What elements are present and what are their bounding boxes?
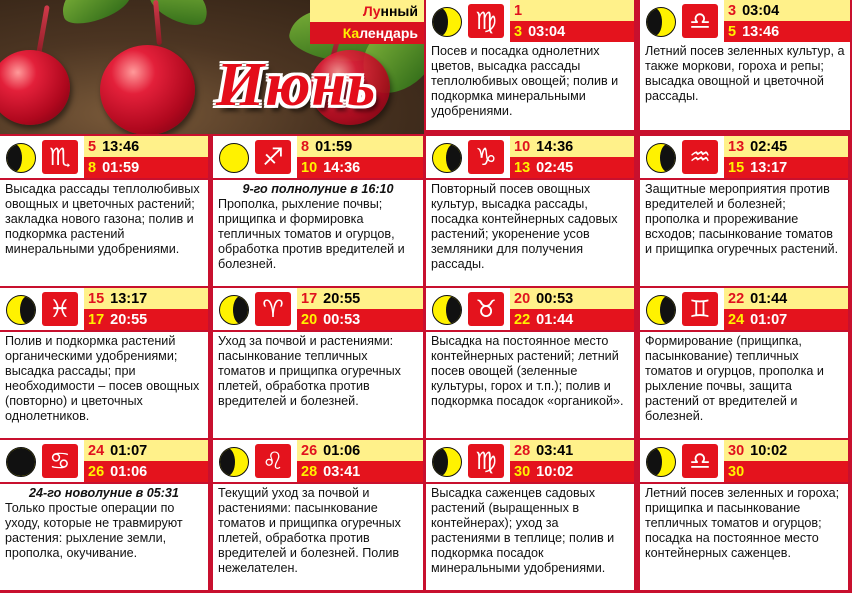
leo-icon: ♌	[255, 444, 291, 478]
moon-box	[213, 136, 297, 178]
sign-end-row	[724, 461, 848, 482]
moon-phase-waxing-icon	[219, 447, 249, 477]
moon-phase-note: 24-го новолуние в 05:31	[29, 486, 179, 500]
sign-start-row	[510, 0, 634, 21]
moon-phase-waxing-icon	[646, 447, 676, 477]
garden-tasks	[0, 332, 208, 438]
day-number: 22	[728, 290, 745, 307]
pisces-icon: ♓	[42, 292, 78, 326]
moon-phase-waxing-icon	[432, 447, 462, 477]
task-text: Полив и подкормка растений органическими удобрениями; высадка рассады; при необходимости – посев овощных (повторно) и цветочных однолетников.	[5, 334, 200, 423]
day-cell	[640, 136, 848, 286]
moon-phase-note: 9-го полнолуние в 16:10	[242, 182, 394, 196]
sign-end-row	[510, 21, 634, 42]
day-number: 20	[514, 290, 531, 307]
taurus-icon: ♉	[468, 292, 504, 326]
time-value: 20:55	[323, 290, 361, 307]
day-number: 28	[514, 442, 531, 459]
sagittarius-icon: ♐	[255, 140, 291, 174]
virgo-icon: ♍	[468, 444, 504, 478]
sign-end-row	[84, 309, 208, 330]
time-value: 01:06	[110, 463, 148, 480]
task-text: Формирование (прищипка, пасынкование) тепличных томатов и огурцов, прополка и рыхление почвы, защита растений от вредителей и болезней.	[645, 334, 824, 423]
time-value: 01:07	[110, 442, 148, 459]
moon-box	[0, 440, 84, 482]
day-number: 3	[728, 2, 737, 19]
day-number: 17	[301, 290, 318, 307]
time-value: 13:46	[102, 138, 140, 155]
task-text: Защитные мероприятия против вредителей и болезней; прополка и прореживание всходов; пасынкование томатов и прищипка огуречных растений.	[645, 182, 839, 256]
banner-line-2: Ка лендарь	[310, 22, 424, 44]
time-value: 00:53	[323, 311, 361, 328]
day-number: 24	[728, 311, 745, 328]
day-number: 13	[728, 138, 745, 155]
garden-tasks	[213, 484, 423, 590]
day-cell	[213, 136, 423, 286]
sign-start-row	[724, 136, 848, 157]
day-number: 22	[514, 311, 531, 328]
moon-transit-times	[297, 288, 423, 330]
libra-icon: ♎	[682, 444, 718, 478]
moon-transit-times	[724, 136, 848, 178]
moon-box	[213, 440, 297, 482]
garden-tasks	[213, 332, 423, 438]
time-value: 01:59	[315, 138, 353, 155]
garden-tasks	[640, 42, 850, 130]
task-text: Высадка рассады теплолюбивых овощных и цветочных растений; закладка нового газона; полив и подкормка растений минеральными удобрениями.	[5, 182, 200, 256]
time-value: 14:36	[536, 138, 574, 155]
time-value: 02:45	[536, 159, 574, 176]
moon-transit-times	[510, 440, 634, 482]
sign-start-row	[510, 440, 634, 461]
aries-icon: ♈	[255, 292, 291, 326]
moon-box	[426, 288, 510, 330]
garden-tasks	[640, 180, 848, 286]
moon-box	[426, 440, 510, 482]
time-value: 20:55	[110, 311, 148, 328]
task-text: Летний посев зеленных и гороха; прищипка и пасынкование тепличных томатов и огурцов; посадка на постоянное место контейнерных саженцев.	[645, 486, 840, 560]
moon-phase-waxing-icon	[432, 7, 462, 37]
task-text: Уход за почвой и растениями: пасынкование тепличных томатов и прищипка огуречных плетей, обработка против вредителей и болезней.	[218, 334, 401, 408]
day-number: 26	[301, 442, 318, 459]
day-cell	[0, 440, 208, 590]
moon-phase-full-icon	[219, 143, 249, 173]
moon-transit-times	[510, 288, 634, 330]
moon-transit-times	[510, 0, 634, 42]
time-value: 13:17	[750, 159, 788, 176]
sign-end-row	[84, 461, 208, 482]
garden-tasks	[0, 484, 208, 590]
scorpio-icon: ♏	[42, 140, 78, 174]
day-number: 24	[88, 442, 105, 459]
day-number: 30	[728, 463, 745, 480]
banner-line-1: Лу нный	[310, 0, 424, 22]
day-number: 8	[301, 138, 310, 155]
day-number: 13	[514, 159, 531, 176]
day-cell	[426, 136, 634, 286]
garden-tasks	[426, 332, 634, 438]
task-text: Только простые операции по уходу, которые не травмируют растения: рыхление земли, прополка, окучивание.	[5, 501, 183, 560]
calendar-banner	[310, 0, 424, 44]
garden-tasks	[213, 180, 423, 286]
sign-start-row	[84, 440, 208, 461]
day-number: 10	[514, 138, 531, 155]
task-text: Посев и посадка однолетних цветов, высадка рассады теплолюбивых овощей; полив и подкормка минеральными удобрениями.	[431, 44, 619, 118]
time-value: 03:41	[536, 442, 574, 459]
task-text: Летний посев зеленных культур, а также моркови, гороха и репы; высадка овощной и цветочной рассады.	[645, 44, 845, 103]
sign-start-row	[724, 0, 850, 21]
moon-phase-waning-icon	[646, 295, 676, 325]
day-number: 26	[88, 463, 105, 480]
moon-transit-times	[297, 440, 423, 482]
moon-box	[640, 0, 724, 42]
sign-start-row	[510, 288, 634, 309]
sign-start-row	[297, 288, 423, 309]
garden-tasks	[640, 332, 848, 438]
time-value: 01:59	[102, 159, 140, 176]
moon-box	[213, 288, 297, 330]
moon-box	[0, 288, 84, 330]
day-cell	[640, 288, 848, 438]
sign-end-row	[297, 157, 423, 178]
moon-transit-times	[724, 440, 848, 482]
day-number: 30	[514, 463, 531, 480]
time-value: 01:06	[323, 442, 361, 459]
day-number: 15	[728, 159, 745, 176]
moon-box	[640, 440, 724, 482]
sign-start-row	[510, 136, 634, 157]
day-number: 10	[301, 159, 318, 176]
sign-start-row	[724, 440, 848, 461]
day-cell	[0, 136, 208, 286]
sign-end-row	[510, 157, 634, 178]
aquarius-icon: ♒	[682, 140, 718, 174]
task-text: Высадка саженцев садовых растений (выращенных в контейнерах); уход за растениями в теплице; полив и подкормка посадок минеральными удобрениями.	[431, 486, 615, 575]
sign-end-row	[724, 157, 848, 178]
day-number: 5	[88, 138, 97, 155]
day-number: 30	[728, 442, 745, 459]
moon-phase-waning-icon	[219, 295, 249, 325]
moon-transit-times	[84, 440, 208, 482]
sign-end-row	[724, 21, 850, 42]
moon-phase-waxing-icon	[646, 7, 676, 37]
moon-phase-waning-icon	[432, 143, 462, 173]
garden-tasks	[426, 484, 634, 590]
moon-transit-times	[510, 136, 634, 178]
time-value: 00:53	[536, 290, 574, 307]
moon-transit-times	[297, 136, 423, 178]
day-cell	[640, 440, 848, 590]
day-number: 1	[514, 2, 523, 19]
moon-transit-times	[724, 288, 848, 330]
task-text: Высадка на постоянное место контейнерных растений; летний посев овощей (зеленные культуры, горох и т.п.); полив и подкормка посадок «органикой».	[431, 334, 624, 408]
moon-box	[426, 0, 510, 42]
sign-start-row	[84, 136, 208, 157]
gemini-icon: ♊	[682, 292, 718, 326]
sign-end-row	[297, 461, 423, 482]
time-value: 10:02	[750, 442, 788, 459]
garden-tasks	[426, 42, 634, 130]
time-value: 10:02	[536, 463, 574, 480]
time-value: 03:04	[742, 2, 780, 19]
day-number: 15	[88, 290, 105, 307]
time-value: 01:07	[750, 311, 788, 328]
moon-phase-new-icon	[6, 447, 36, 477]
time-value: 03:41	[323, 463, 361, 480]
sign-end-row	[510, 461, 634, 482]
time-value: 13:17	[110, 290, 148, 307]
day-cell	[213, 440, 423, 590]
moon-box	[640, 136, 724, 178]
task-text: Повторный посев овощных культур, высадка рассады, посадка контейнерных садовых растений; укоренение усов земляники для получения рассады.	[431, 182, 618, 271]
time-value: 14:36	[323, 159, 361, 176]
sign-start-row	[297, 136, 423, 157]
moon-transit-times	[724, 0, 850, 42]
moon-box	[0, 136, 84, 178]
moon-box	[640, 288, 724, 330]
moon-transit-times	[84, 288, 208, 330]
day-number: 28	[301, 463, 318, 480]
sign-end-row	[724, 309, 848, 330]
day-cell	[213, 288, 423, 438]
sign-start-row	[297, 440, 423, 461]
garden-tasks	[0, 180, 208, 286]
moon-phase-waning-icon	[6, 295, 36, 325]
moon-box	[426, 136, 510, 178]
sign-start-row	[84, 288, 208, 309]
libra-icon: ♎	[682, 4, 718, 38]
day-cell	[0, 288, 208, 438]
day-number: 5	[728, 23, 737, 40]
task-text: Текущий уход за почвой и растениями: пасынкование томатов и прищипка огуречных плетей, обработка против вредителей и болезней. Полив нежелателен.	[218, 486, 401, 575]
cancer-icon: ♋	[42, 444, 78, 478]
sign-start-row	[724, 288, 848, 309]
day-cell	[426, 440, 634, 590]
day-cell	[426, 288, 634, 438]
sign-end-row	[84, 157, 208, 178]
day-number: 3	[514, 23, 523, 40]
time-value: 01:44	[750, 290, 788, 307]
moon-phase-waning-icon	[432, 295, 462, 325]
garden-tasks	[426, 180, 634, 286]
virgo-icon: ♍	[468, 4, 504, 38]
garden-tasks	[640, 484, 848, 590]
moon-transit-times	[84, 136, 208, 178]
time-value: 13:46	[742, 23, 780, 40]
day-cell	[640, 0, 850, 130]
sign-end-row	[510, 309, 634, 330]
day-cell	[426, 0, 634, 130]
moon-phase-waning-icon	[646, 143, 676, 173]
day-number: 8	[88, 159, 97, 176]
moon-phase-waxing-icon	[6, 143, 36, 173]
time-value: 02:45	[750, 138, 788, 155]
day-number: 20	[301, 311, 318, 328]
capricorn-icon: ♑	[468, 140, 504, 174]
month-title: Июнь	[216, 51, 377, 119]
time-value: 03:04	[528, 23, 566, 40]
task-text: Прополка, рыхление почвы; прищипка и формировка тепличных томатов и огурцов, обработка против вредителей и болезней.	[218, 197, 405, 271]
sign-end-row	[297, 309, 423, 330]
time-value: 01:44	[536, 311, 574, 328]
day-number: 17	[88, 311, 105, 328]
